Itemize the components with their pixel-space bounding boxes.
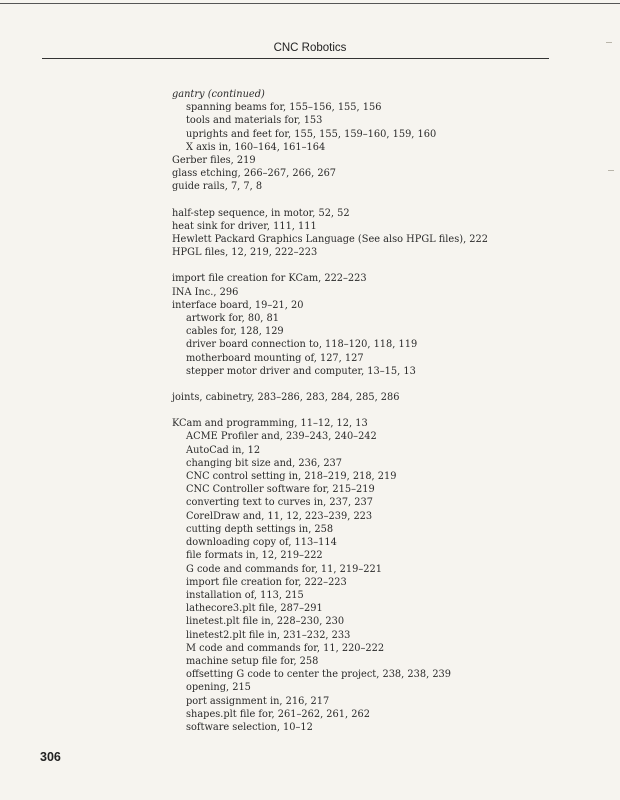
index-entry: gantry (continued) bbox=[172, 89, 265, 100]
index-entry: glass etching, 266–267, 266, 267 bbox=[172, 168, 337, 180]
index-entry: Gerber files, 219 bbox=[172, 155, 256, 167]
index-entry: joints, cabinetry, 283–286, 283, 284, 285, 286 bbox=[172, 392, 400, 404]
index-subentry: driver board connection to, 118–120, 118, 119 bbox=[186, 339, 418, 351]
index-subentry: cables for, 128, 129 bbox=[186, 326, 284, 338]
index-subentry: lathecore3.plt file, 287–291 bbox=[186, 603, 323, 615]
index-entry: half-step sequence, in motor, 52, 52 bbox=[172, 207, 350, 219]
running-head: CNC Robotics bbox=[273, 42, 347, 54]
index-subentry: motherboard mounting of, 127, 127 bbox=[186, 352, 364, 364]
header-rule bbox=[42, 58, 549, 59]
index-subentry: downloading copy of, 113–114 bbox=[186, 537, 337, 549]
index-subentry: converting text to curves in, 237, 237 bbox=[186, 497, 373, 509]
index-subentry: stepper motor driver and computer, 13–15, 13 bbox=[186, 365, 416, 377]
index-subentry: offsetting G code to center the project, 238, 238, 239 bbox=[186, 669, 452, 681]
index-subentry: uprights and feet for, 155, 155, 159–160, 159, 160 bbox=[186, 128, 437, 140]
index-entry: interface board, 19–21, 20 bbox=[172, 299, 304, 311]
index-subentry: linetest2.plt file in, 231–232, 233 bbox=[186, 629, 351, 641]
index-subentry: CorelDraw and, 11, 12, 223–239, 223 bbox=[186, 510, 373, 522]
index-subentry: CNC Controller software for, 215–219 bbox=[186, 484, 375, 496]
index-subentry: tools and materials for, 153 bbox=[186, 115, 323, 127]
index-subentry: shapes.plt file for, 261–262, 261, 262 bbox=[186, 708, 370, 720]
index-subentry: CNC control setting in, 218–219, 218, 219 bbox=[186, 471, 397, 483]
top-rule bbox=[0, 3, 620, 4]
index-subentry: spanning beams for, 155–156, 155, 156 bbox=[186, 102, 382, 114]
index-entry: Hewlett Packard Graphics Language (See also HPGL files), 222 bbox=[172, 234, 489, 246]
index-subentry: X axis in, 160–164, 161–164 bbox=[186, 141, 326, 153]
index-subentry: software selection, 10–12 bbox=[186, 721, 313, 733]
index-subentry: ACME Profiler and, 239–243, 240–242 bbox=[186, 431, 377, 443]
index-subentry: artwork for, 80, 81 bbox=[186, 313, 279, 325]
index-subentry: G code and commands for, 11, 219–221 bbox=[186, 563, 382, 575]
index-entry: HPGL files, 12, 219, 222–223 bbox=[172, 247, 318, 259]
section-gap bbox=[172, 378, 592, 391]
scan-artifact bbox=[608, 170, 614, 171]
index-subentry: linetest.plt file in, 228–230, 230 bbox=[186, 616, 345, 628]
index-subentry: opening, 215 bbox=[186, 682, 251, 694]
index-subentry: changing bit size and, 236, 237 bbox=[186, 457, 343, 469]
index-entry: heat sink for driver, 111, 111 bbox=[172, 220, 317, 232]
index-entry: import file creation for KCam, 222–223 bbox=[172, 273, 367, 285]
index-subentry: machine setup file for, 258 bbox=[186, 655, 319, 667]
section-gap bbox=[172, 404, 592, 417]
section-gap bbox=[172, 194, 592, 207]
index-list bbox=[172, 88, 592, 734]
index-subentry: file formats in, 12, 219–222 bbox=[186, 550, 323, 562]
scan-artifact bbox=[606, 42, 612, 43]
index-subentry: import file creation for, 222–223 bbox=[186, 576, 347, 588]
index-subentry: port assignment in, 216, 217 bbox=[186, 695, 330, 707]
index-subentry: installation of, 113, 215 bbox=[186, 589, 304, 601]
index-entry: KCam and programming, 11–12, 12, 13 bbox=[172, 418, 368, 430]
index-subentry: M code and commands for, 11, 220–222 bbox=[186, 642, 385, 654]
index-subentry: AutoCad in, 12 bbox=[186, 444, 261, 456]
index-entry: guide rails, 7, 7, 8 bbox=[172, 181, 263, 193]
section-gap bbox=[172, 259, 592, 272]
index-entry: INA Inc., 296 bbox=[172, 286, 239, 298]
index-subentry: cutting depth settings in, 258 bbox=[186, 523, 334, 535]
page-number: 306 bbox=[40, 750, 61, 764]
